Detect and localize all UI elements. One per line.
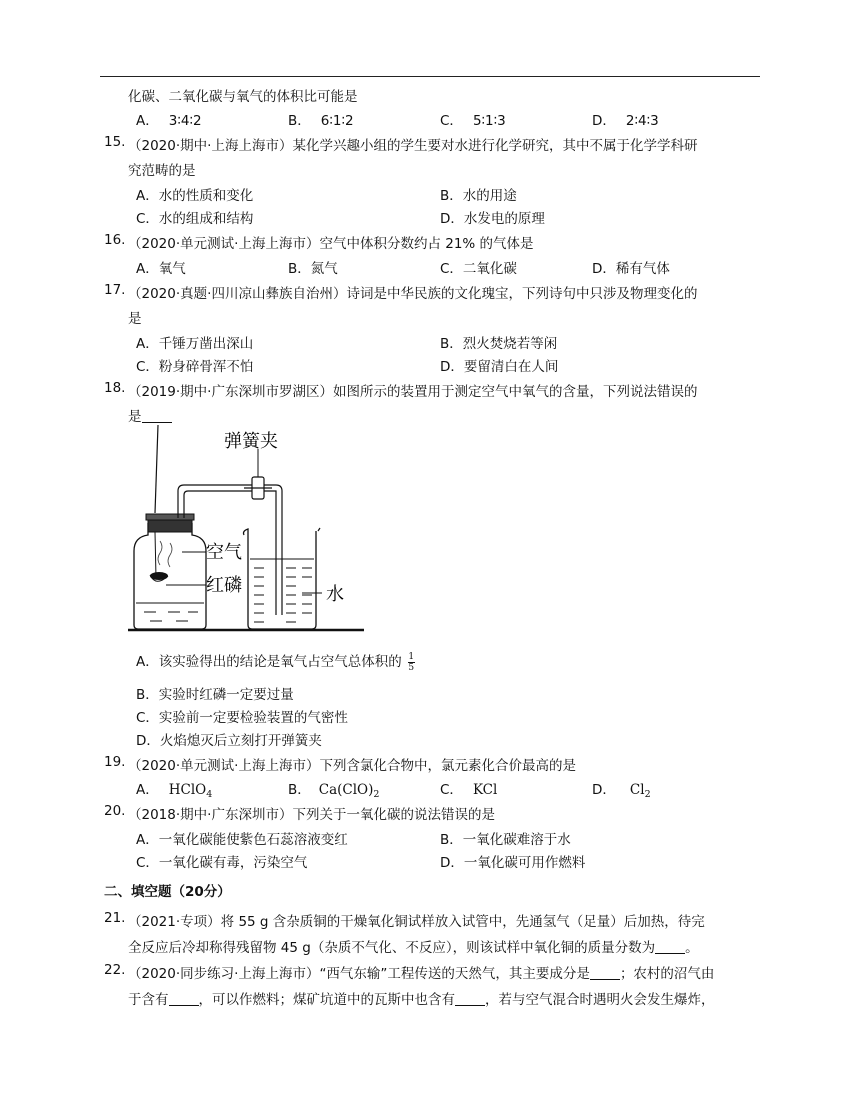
q15-option-d[interactable]: D．水发电的原理: [440, 211, 545, 227]
q20-option-c[interactable]: C．一氧化碳有毒，污染空气: [136, 855, 308, 871]
q14-option-c[interactable]: C． 5∶1∶3: [440, 113, 506, 129]
q19-stem: （2020·单元测试·上海上海市）下列含氯化合物中，氯元素化合价最高的是: [128, 758, 576, 774]
q18-option-b[interactable]: B．实验时红磷一定要过量: [136, 687, 294, 703]
section-heading-fill-in: 二、填空题（20分）: [104, 884, 231, 900]
q14-continuation: 化碳、二氧化碳与氧气的体积比可能是: [128, 89, 358, 105]
label-spring-clamp: 弹簧夹: [224, 431, 278, 452]
q21-stem-line2: 全反应后冷却称得残留物 45 g（杂质不气化、不反应），则该试样中氧化铜的质量分数为 。: [128, 940, 699, 956]
q18-stem-line2: 是: [128, 405, 172, 425]
q15-number: 15.: [104, 134, 126, 150]
answer-blank[interactable]: [590, 967, 620, 980]
q16-option-b[interactable]: B．氮气: [288, 261, 338, 277]
answer-blank[interactable]: [655, 941, 685, 954]
q15-option-a[interactable]: A．水的性质和变化: [136, 188, 254, 204]
q21-number: 21.: [104, 910, 126, 926]
q19-option-d[interactable]: D． $Cl_2$: [592, 782, 651, 800]
header-rule: [100, 76, 760, 77]
q17-option-c[interactable]: C．粉身碎骨浑不怕: [136, 359, 254, 375]
q20-option-d[interactable]: D．一氧化碳可用作燃料: [440, 855, 586, 871]
q18-number: 18.: [104, 380, 126, 396]
q15-option-c[interactable]: C．水的组成和结构: [136, 211, 254, 227]
q18-option-c[interactable]: C．实验前一定要检验装置的气密性: [136, 710, 348, 726]
q14-option-b[interactable]: B． 6∶1∶2: [288, 113, 354, 129]
label-water: 水: [326, 584, 344, 605]
q19-option-c[interactable]: C． KCl: [440, 782, 498, 798]
answer-blank[interactable]: [142, 410, 172, 423]
q18-option-d[interactable]: D．火焰熄灭后立刻打开弹簧夹: [136, 733, 322, 749]
q22-number: 22.: [104, 962, 126, 978]
q18-stem-line1: （2019·期中·广东深圳市罗湖区）如图所示的装置用于测定空气中氧气的含量，下列说法错误的: [128, 384, 698, 400]
q21-stem-line1: （2021·专项）将 55 g 含杂质铜的干燥氧化铜试样放入试管中，先通氢气（足量）后加热，待完: [128, 914, 705, 930]
q16-stem: （2020·单元测试·上海上海市）空气中体积分数约占 21% 的气体是: [128, 236, 534, 252]
q20-number: 20.: [104, 803, 126, 819]
q19-option-b[interactable]: B． $Ca(ClO)_2$: [288, 782, 380, 800]
q17-stem-line2: 是: [128, 311, 142, 327]
answer-blank[interactable]: [169, 993, 199, 1006]
q22-stem-line1: （2020·同步练习·上海上海市）“西气东输”工程传送的天然气，其主要成分是 ；农村的沼气由: [128, 966, 715, 982]
oxygen-apparatus-figure: [126, 425, 366, 635]
label-red-phosphorus: 红磷: [206, 575, 242, 596]
q16-number: 16.: [104, 232, 126, 248]
fraction-one-fifth: $\frac{1}{5}$: [408, 651, 415, 673]
q14-option-d[interactable]: D． 2∶4∶3: [592, 113, 659, 129]
answer-blank[interactable]: [455, 993, 485, 1006]
q17-stem-line1: （2020·真题·四川凉山彝族自治州）诗词是中华民族的文化瑰宝，下列诗句中只涉及物理变化的: [128, 286, 698, 302]
q17-option-d[interactable]: D．要留清白在人间: [440, 359, 559, 375]
q17-number: 17.: [104, 282, 126, 298]
q16-option-c[interactable]: C．二氧化碳: [440, 261, 517, 277]
q17-option-b[interactable]: B．烈火焚烧若等闲: [440, 336, 558, 352]
q15-stem-line1: （2020·期中·上海上海市）某化学兴趣小组的学生要对水进行化学研究，其中不属于化学学科研: [128, 138, 698, 154]
q16-option-d[interactable]: D．稀有气体: [592, 261, 670, 277]
q17-option-a[interactable]: A．千锤万凿出深山: [136, 336, 254, 352]
q18-option-a[interactable]: A．该实验得出的结论是氧气占空气总体积的 $\frac{1}{5}$: [136, 651, 415, 673]
q19-number: 19.: [104, 754, 126, 770]
q20-stem: （2018·期中·广东深圳市）下列关于一氧化碳的说法错误的是: [128, 807, 495, 823]
q15-option-b[interactable]: B．水的用途: [440, 188, 517, 204]
q14-option-a[interactable]: A． 3∶4∶2: [136, 113, 202, 129]
q16-option-a[interactable]: A．氧气: [136, 261, 186, 277]
q19-option-a[interactable]: A． HClO$_4$: [136, 782, 213, 800]
label-air: 空气: [206, 542, 242, 563]
q20-option-a[interactable]: A．一氧化碳能使紫色石蕊溶液变红: [136, 832, 348, 848]
q22-stem-line2: 于含有 ，可以作燃料；煤矿坑道中的瓦斯中也含有 ，若与空气混合时遇明火会发生爆炸，: [128, 992, 715, 1008]
q20-option-b[interactable]: B．一氧化碳难溶于水: [440, 832, 571, 848]
q15-stem-line2: 究范畴的是: [128, 163, 196, 179]
